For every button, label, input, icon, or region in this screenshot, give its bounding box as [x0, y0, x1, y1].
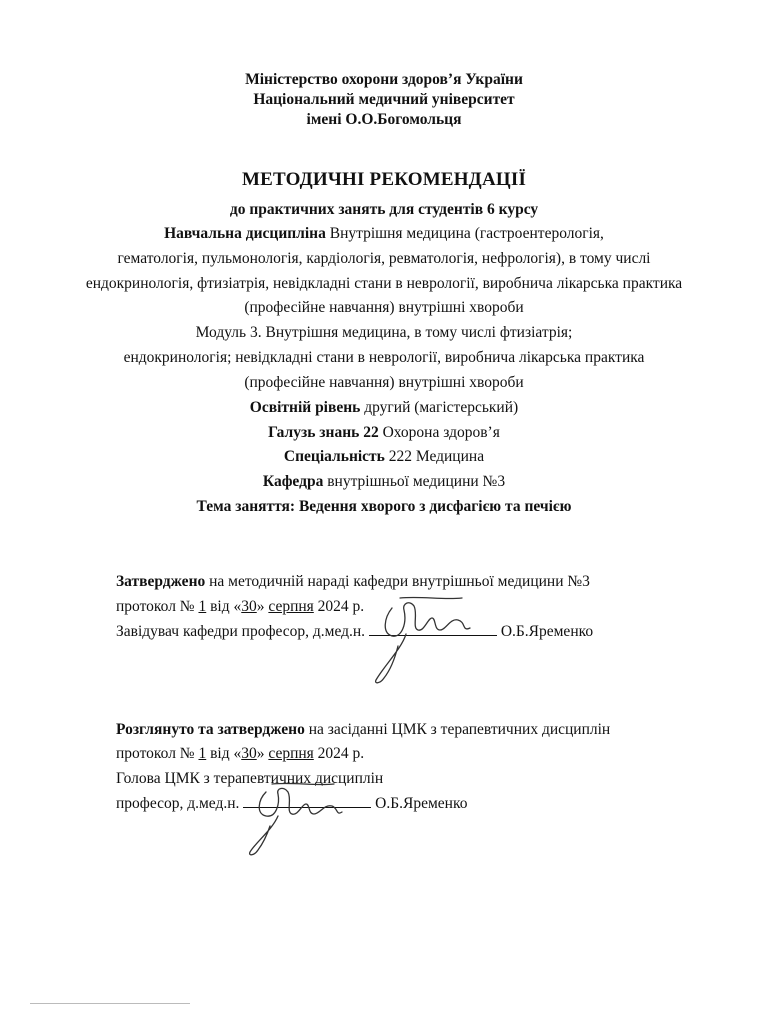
- department-value: внутрішньої медицини №3: [327, 473, 506, 490]
- signer-name: О.Б.Яременко: [375, 795, 468, 812]
- lesson-topic: Тема заняття: Ведення хворого з дисфагією та печією: [196, 498, 572, 515]
- approval1-text: на методичній нараді кафедри внутрішньої медицини №3: [209, 573, 590, 590]
- discipline-line-1: [0, 224, 768, 244]
- document-title: МЕТОДИЧНІ РЕКОМЕНДАЦІЇ: [241, 169, 527, 190]
- discipline-line-3: ендокринологія, фтизіатрія, невідкладні стани в неврології, виробнича лікарська практика: [85, 275, 683, 292]
- module-line-2: ендокринологія; невідкладні стани в неврології, виробнича лікарська практика: [123, 349, 645, 366]
- department-label: Кафедра: [262, 473, 324, 490]
- protocol-day-close: »: [256, 745, 265, 762]
- education-level: [0, 398, 768, 418]
- discipline-label: Навчальна дисципліна: [164, 225, 326, 242]
- field-label: Галузь знань 22: [268, 424, 379, 441]
- department: [0, 472, 768, 492]
- field-of-knowledge: [0, 423, 768, 443]
- specialty: [0, 447, 768, 467]
- protocol-number: 1: [198, 598, 207, 615]
- document-subtitle: до практичних занять для студентів 6 курсу: [229, 201, 539, 218]
- approval2-protocol: [116, 744, 364, 764]
- protocol-month: серпня: [268, 745, 314, 762]
- protocol-number: 1: [198, 745, 207, 762]
- approval1-protocol: [116, 597, 364, 617]
- university-heading: Національний медичний університет: [253, 91, 515, 108]
- handwritten-signature-2: [238, 778, 348, 860]
- protocol-prefix: протокол №: [116, 598, 195, 615]
- approval2-text: на засіданні ЦМК з терапевтичних дисциплін: [308, 721, 611, 738]
- protocol-year: 2024 р.: [317, 598, 365, 615]
- ministry-heading: Міністерство охорони здоров’я України: [245, 71, 523, 88]
- named-after-heading: імені О.О.Богомольця: [306, 111, 462, 128]
- protocol-from: від «: [210, 745, 242, 762]
- approval1-line: [116, 572, 590, 592]
- signer-title: професор, д.мед.н.: [116, 795, 240, 812]
- footer-rule: [30, 1003, 190, 1004]
- field-value: Охорона здоров’я: [382, 424, 500, 441]
- discipline-text-1: Внутрішня медицина (гастроентерологія,: [329, 225, 604, 242]
- approval2-label: Розглянуто та затверджено: [116, 721, 305, 738]
- protocol-prefix: протокол №: [116, 745, 195, 762]
- specialty-label: Спеціальність: [283, 448, 385, 465]
- signer-name: О.Б.Яременко: [500, 623, 594, 640]
- protocol-day: 30: [241, 745, 257, 762]
- protocol-from: від «: [210, 598, 242, 615]
- approval1-label: Затверджено: [116, 573, 206, 590]
- protocol-year: 2024 р.: [317, 745, 365, 762]
- approval1-signer: [116, 621, 593, 642]
- approval2-signer-title: Голова ЦМК з терапевтичних дисциплін: [116, 770, 384, 787]
- education-level-label: Освітній рівень: [249, 399, 361, 416]
- protocol-month: серпня: [268, 598, 314, 615]
- discipline-line-2: гематологія, пульмонологія, кардіологія, ревматологія, нефрологія), в тому числі: [117, 250, 651, 267]
- protocol-day-close: »: [256, 598, 265, 615]
- handwritten-signature-1: [362, 588, 482, 688]
- module-line-3: (професійне навчання) внутрішні хвороби: [244, 374, 524, 391]
- module-line-1: Модуль 3. Внутрішня медицина, в тому числі фтизіатрія;: [195, 324, 573, 341]
- discipline-line-4: (професійне навчання) внутрішні хвороби: [244, 299, 524, 316]
- approval2-line: [116, 720, 610, 740]
- signer-title: Завідувач кафедри професор, д.мед.н.: [116, 623, 366, 640]
- education-level-value: другий (магістерський): [364, 399, 519, 416]
- specialty-value: 222 Медицина: [388, 448, 485, 465]
- protocol-day: 30: [241, 598, 257, 615]
